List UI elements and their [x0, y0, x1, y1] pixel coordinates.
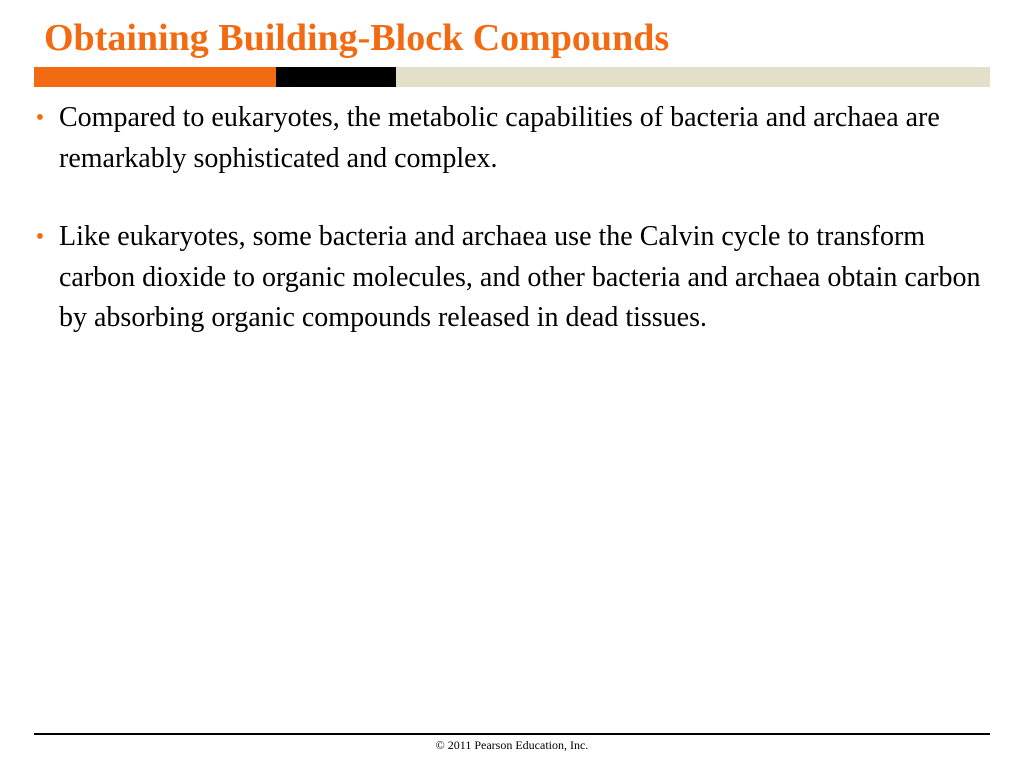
footer-copyright: © 2011 Pearson Education, Inc.: [435, 738, 589, 752]
bullet-marker: •: [35, 224, 45, 250]
slide-title: Obtaining Building-Block Compounds: [44, 17, 670, 59]
bullet-text: Like eukaryotes, some bacteria and archaea use the Calvin cycle to transform carbon dioxide to organic molecules, and other bacteria and archaea obtain carbon by absorbing organic compounds released in dead tissues.: [59, 221, 981, 333]
footer-divider: [34, 733, 990, 735]
title-bar-beige-segment: [396, 67, 990, 87]
bullet-list: [30, 98, 990, 377]
bullet-item: [30, 217, 990, 339]
title-bar-orange-segment: [34, 67, 276, 87]
bullet-text: Compared to eukaryotes, the metabolic capabilities of bacteria and archaea are remarkably sophisticated and complex.: [59, 102, 940, 174]
bullet-marker: •: [35, 105, 45, 131]
bullet-item: [30, 98, 990, 179]
title-bar-black-segment: [276, 67, 396, 87]
title-underline-bar: [34, 67, 990, 87]
